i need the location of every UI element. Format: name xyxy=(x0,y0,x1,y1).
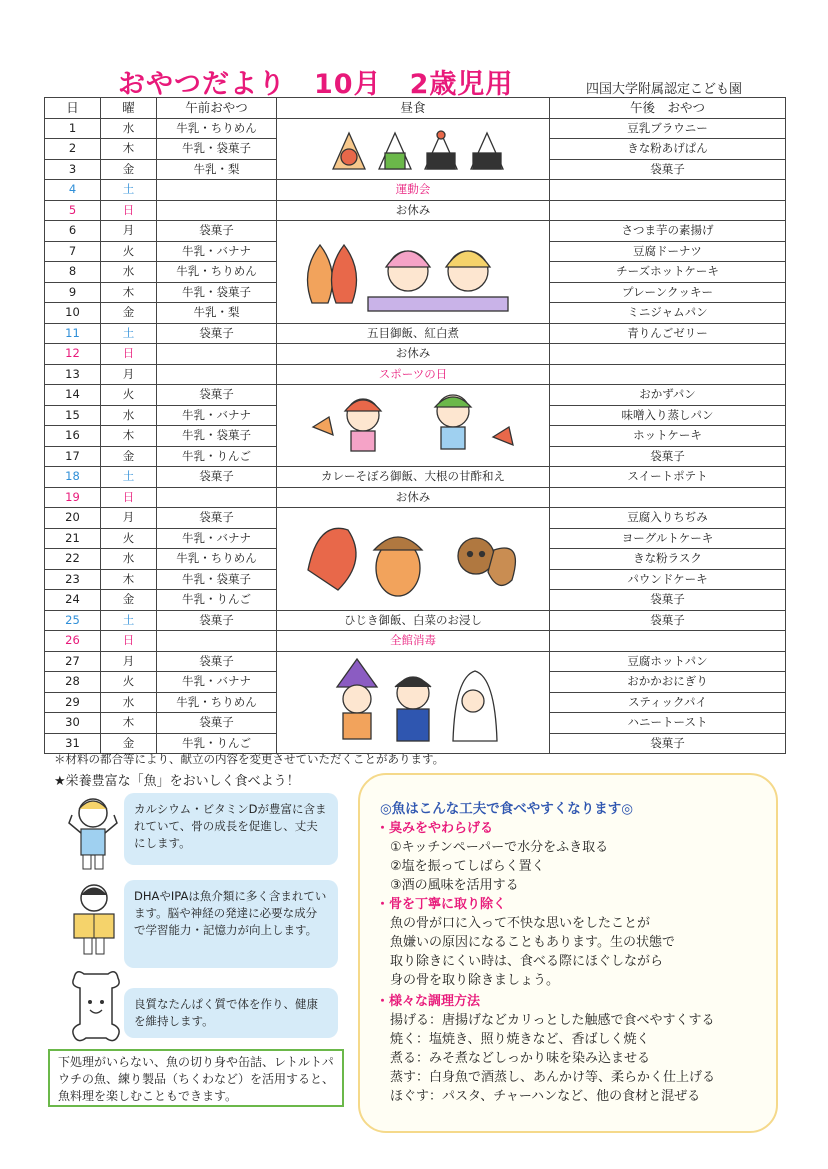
afternoon-snack-cell xyxy=(550,631,786,652)
morning-snack-cell: 牛乳・袋菓子 xyxy=(157,282,277,303)
table-row xyxy=(45,118,786,139)
morning-snack-cell: 牛乳・袋菓子 xyxy=(157,139,277,160)
day-cell: 16 xyxy=(45,426,101,447)
fish-tips-line: 焼く：塩焼き、照り焼きなど、香ばしく焼く xyxy=(390,1032,650,1047)
onigiri-illustration xyxy=(313,123,513,175)
lunch-cell: 運動会 xyxy=(277,180,550,201)
afternoon-snack-cell xyxy=(550,364,786,385)
day-cell: 7 xyxy=(45,241,101,262)
nutrition-bubble-calcium: カルシウム・ビタミンDが豊富に含まれていて、骨の成長を促進し、丈夫にします。 xyxy=(124,793,338,865)
weekday-cell: 月 xyxy=(101,364,157,385)
fish-tips-line: 魚嫌いの原因になることもあります。生の状態で xyxy=(390,935,675,950)
afternoon-snack-cell: 豆乳ブラウニー xyxy=(550,118,786,139)
morning-snack-cell: 袋菓子 xyxy=(157,610,277,631)
morning-snack-cell: 袋菓子 xyxy=(157,651,277,672)
lunch-cell: ひじき御飯、白菜のお浸し xyxy=(277,610,550,631)
fish-tips-line: ③酒の風味を活用する xyxy=(390,878,519,893)
weekday-cell: 水 xyxy=(101,692,157,713)
sports-kids-illustration xyxy=(303,387,523,465)
afternoon-snack-cell: おかかおにぎり xyxy=(550,672,786,693)
table-row xyxy=(45,631,786,652)
day-cell: 21 xyxy=(45,528,101,549)
morning-snack-cell: 牛乳・ちりめん xyxy=(157,262,277,283)
day-cell: 24 xyxy=(45,590,101,611)
day-cell: 19 xyxy=(45,487,101,508)
morning-snack-cell xyxy=(157,200,277,221)
afternoon-snack-cell: 袋菓子 xyxy=(550,446,786,467)
day-cell: 17 xyxy=(45,446,101,467)
autumn-kids-illustration-cell xyxy=(277,221,550,324)
afternoon-snack-cell: ヨーグルトケーキ xyxy=(550,528,786,549)
table-row xyxy=(45,487,786,508)
weekday-cell: 水 xyxy=(101,405,157,426)
morning-snack-cell: 牛乳・りんご xyxy=(157,446,277,467)
fish-tips-line: 取り除きにくい時は、食べる際にほぐしながら xyxy=(390,954,664,969)
weekday-cell: 木 xyxy=(101,282,157,303)
fish-tips-heading-bones: ・骨を丁寧に取り除く xyxy=(376,897,507,912)
table-row xyxy=(45,467,786,488)
weekday-cell: 土 xyxy=(101,610,157,631)
afternoon-snack-cell: きな粉あげぱん xyxy=(550,139,786,160)
weekday-cell: 日 xyxy=(101,344,157,365)
morning-snack-cell: 牛乳・バナナ xyxy=(157,528,277,549)
fish-tips-box xyxy=(358,773,778,1133)
fish-usage-tip: 下処理がいらない、魚の切り身や缶詰、レトルトパウチの魚、練り製品（ちくわなど）を活用すると、魚料理を楽しむこともできます。 xyxy=(48,1049,344,1107)
morning-snack-cell: 袋菓子 xyxy=(157,323,277,344)
table-row xyxy=(45,221,786,242)
day-cell: 26 xyxy=(45,631,101,652)
morning-snack-cell: 牛乳・梨 xyxy=(157,303,277,324)
weekday-cell: 月 xyxy=(101,221,157,242)
weekday-cell: 木 xyxy=(101,713,157,734)
weekday-cell: 月 xyxy=(101,651,157,672)
morning-snack-cell: 牛乳・ちりめん xyxy=(157,118,277,139)
afternoon-snack-cell: 豆腐ドーナツ xyxy=(550,241,786,262)
afternoon-snack-cell: パウンドケーキ xyxy=(550,569,786,590)
day-cell: 15 xyxy=(45,405,101,426)
autumn-kids-illustration xyxy=(298,227,528,317)
nutrition-bubble-protein: 良質なたんぱく質で体を作り、健康を維持します。 xyxy=(124,988,338,1038)
acorn-squirrel-illustration-cell xyxy=(277,508,550,611)
col-header-morning: 午前おやつ xyxy=(157,98,277,119)
weekday-cell: 水 xyxy=(101,262,157,283)
weekday-cell: 木 xyxy=(101,426,157,447)
weekday-cell: 木 xyxy=(101,569,157,590)
day-cell: 14 xyxy=(45,385,101,406)
day-cell: 30 xyxy=(45,713,101,734)
onigiri-illustration-cell xyxy=(277,118,550,180)
afternoon-snack-cell: チーズホットケーキ xyxy=(550,262,786,283)
day-cell: 29 xyxy=(45,692,101,713)
afternoon-snack-cell: 袋菓子 xyxy=(550,610,786,631)
afternoon-snack-cell xyxy=(550,487,786,508)
col-header-weekday: 曜 xyxy=(101,98,157,119)
afternoon-snack-cell xyxy=(550,344,786,365)
afternoon-snack-cell: ミニジャムパン xyxy=(550,303,786,324)
morning-snack-cell: 袋菓子 xyxy=(157,713,277,734)
weekday-cell: 火 xyxy=(101,672,157,693)
day-cell: 11 xyxy=(45,323,101,344)
table-row xyxy=(45,508,786,529)
lunch-cell: お休み xyxy=(277,200,550,221)
morning-snack-cell: 袋菓子 xyxy=(157,508,277,529)
morning-snack-cell: 牛乳・バナナ xyxy=(157,241,277,262)
kid-flexing-illustration xyxy=(64,793,122,871)
table-row xyxy=(45,364,786,385)
weekday-cell: 火 xyxy=(101,385,157,406)
day-cell: 8 xyxy=(45,262,101,283)
day-cell: 1 xyxy=(45,118,101,139)
morning-snack-cell: 牛乳・バナナ xyxy=(157,405,277,426)
fish-heading: ★栄養豊富な「魚」をおいしく食べよう！ xyxy=(54,774,300,789)
afternoon-snack-cell: ハニートースト xyxy=(550,713,786,734)
weekday-cell: 月 xyxy=(101,508,157,529)
lunch-cell: お休み xyxy=(277,487,550,508)
afternoon-snack-cell: ホットケーキ xyxy=(550,426,786,447)
day-cell: 6 xyxy=(45,221,101,242)
day-cell: 18 xyxy=(45,467,101,488)
fish-tips-line: 揚げる：唐揚げなどカリっとした触感で食べやすくする xyxy=(390,1013,715,1028)
weekday-cell: 金 xyxy=(101,159,157,180)
fish-tips-line: ②塩を振ってしばらく置く xyxy=(390,859,545,874)
menu-change-note: ＊材料の都合等により、献立の内容を変更させていただくことがあります。 xyxy=(54,752,445,766)
school-name: 四国大学附属認定こども園 xyxy=(586,82,743,97)
day-cell: 31 xyxy=(45,733,101,754)
table-row xyxy=(45,180,786,201)
afternoon-snack-cell: プレーンクッキー xyxy=(550,282,786,303)
kid-reading-illustration xyxy=(66,880,122,958)
morning-snack-cell: 牛乳・りんご xyxy=(157,733,277,754)
afternoon-snack-cell: おかずパン xyxy=(550,385,786,406)
morning-snack-cell: 牛乳・りんご xyxy=(157,590,277,611)
weekday-cell: 木 xyxy=(101,139,157,160)
weekday-cell: 土 xyxy=(101,180,157,201)
fish-tips-line: 煮る：みそ煮などしっかり味を染み込ませる xyxy=(390,1051,651,1066)
afternoon-snack-cell: きな粉ラスク xyxy=(550,549,786,570)
col-header-day: 日 xyxy=(45,98,101,119)
afternoon-snack-cell: 豆腐ホットパン xyxy=(550,651,786,672)
morning-snack-cell xyxy=(157,344,277,365)
morning-snack-cell: 袋菓子 xyxy=(157,467,277,488)
afternoon-snack-cell: さつま芋の素揚げ xyxy=(550,221,786,242)
fish-tips-heading-smell: ・臭みをやわらげる xyxy=(376,821,494,836)
acorn-squirrel-illustration xyxy=(298,510,528,608)
afternoon-snack-cell xyxy=(550,200,786,221)
morning-snack-cell xyxy=(157,364,277,385)
day-cell: 9 xyxy=(45,282,101,303)
table-header-row xyxy=(45,98,786,119)
weekday-cell: 水 xyxy=(101,118,157,139)
afternoon-snack-cell xyxy=(550,180,786,201)
table-row xyxy=(45,610,786,631)
lunch-cell: お休み xyxy=(277,344,550,365)
col-header-afternoon: 午後 おやつ xyxy=(550,98,786,119)
lunch-cell: 五目御飯、紅白煮 xyxy=(277,323,550,344)
day-cell: 4 xyxy=(45,180,101,201)
morning-snack-cell: 牛乳・梨 xyxy=(157,159,277,180)
table-row xyxy=(45,323,786,344)
morning-snack-cell xyxy=(157,180,277,201)
day-cell: 13 xyxy=(45,364,101,385)
afternoon-snack-cell: 袋菓子 xyxy=(550,159,786,180)
afternoon-snack-cell: 味噌入り蒸しパン xyxy=(550,405,786,426)
weekday-cell: 金 xyxy=(101,303,157,324)
fish-tips-line: 蒸す：白身魚で酒蒸し、あんかけ等、柔らかく仕上げる xyxy=(390,1070,716,1085)
nutrition-bubble-dha: DHAやIPAは魚介類に多く含まれています。脳や神経の発達に必要な成分で学習能力・記憶力が向上します。 xyxy=(124,880,338,968)
morning-snack-cell xyxy=(157,631,277,652)
weekday-cell: 日 xyxy=(101,487,157,508)
morning-snack-cell: 牛乳・袋菓子 xyxy=(157,569,277,590)
weekday-cell: 火 xyxy=(101,241,157,262)
afternoon-snack-cell: 袋菓子 xyxy=(550,733,786,754)
col-header-lunch: 昼食 xyxy=(277,98,550,119)
day-cell: 27 xyxy=(45,651,101,672)
day-cell: 5 xyxy=(45,200,101,221)
morning-snack-cell: 牛乳・バナナ xyxy=(157,672,277,693)
afternoon-snack-cell: 青りんごゼリー xyxy=(550,323,786,344)
weekday-cell: 土 xyxy=(101,467,157,488)
weekday-cell: 金 xyxy=(101,590,157,611)
morning-snack-cell: 牛乳・ちりめん xyxy=(157,692,277,713)
morning-snack-cell: 袋菓子 xyxy=(157,221,277,242)
page-title: おやつだより 10月 2歳児用 xyxy=(118,69,514,100)
fish-tips-line: 身の骨を取り除きましょう。 xyxy=(390,973,560,988)
table-row xyxy=(45,385,786,406)
lunch-cell: 全館消毒 xyxy=(277,631,550,652)
day-cell: 3 xyxy=(45,159,101,180)
sports-kids-illustration-cell xyxy=(277,385,550,467)
day-cell: 12 xyxy=(45,344,101,365)
fish-tips-heading-cooking: ・様々な調理方法 xyxy=(376,994,481,1009)
fish-tips-title: ◎魚はこんな工夫で食べやすくなります◎ xyxy=(380,801,634,817)
day-cell: 25 xyxy=(45,610,101,631)
table-row xyxy=(45,344,786,365)
day-cell: 22 xyxy=(45,549,101,570)
afternoon-snack-cell: スティックパイ xyxy=(550,692,786,713)
snack-menu-table xyxy=(44,97,786,754)
morning-snack-cell: 袋菓子 xyxy=(157,385,277,406)
day-cell: 23 xyxy=(45,569,101,590)
weekday-cell: 日 xyxy=(101,631,157,652)
weekday-cell: 火 xyxy=(101,528,157,549)
day-cell: 20 xyxy=(45,508,101,529)
lunch-cell: カレーそぼろ御飯、大根の甘酢和え xyxy=(277,467,550,488)
halloween-kids-illustration xyxy=(313,657,513,747)
morning-snack-cell xyxy=(157,487,277,508)
weekday-cell: 金 xyxy=(101,733,157,754)
day-cell: 10 xyxy=(45,303,101,324)
lunch-cell: スポーツの日 xyxy=(277,364,550,385)
afternoon-snack-cell: スイートポテト xyxy=(550,467,786,488)
fish-tips-line: ほぐす：パスタ、チャーハンなど、他の食材と混ぜる xyxy=(390,1089,701,1104)
day-cell: 2 xyxy=(45,139,101,160)
afternoon-snack-cell: 袋菓子 xyxy=(550,590,786,611)
fish-tips-line: 魚の骨が口に入って不快な思いをしたことが xyxy=(390,916,651,931)
morning-snack-cell: 牛乳・ちりめん xyxy=(157,549,277,570)
afternoon-snack-cell: 豆腐入りちぢみ xyxy=(550,508,786,529)
bone-character-illustration xyxy=(66,966,126,1046)
weekday-cell: 金 xyxy=(101,446,157,467)
day-cell: 28 xyxy=(45,672,101,693)
weekday-cell: 水 xyxy=(101,549,157,570)
halloween-kids-illustration-cell xyxy=(277,651,550,754)
table-row xyxy=(45,651,786,672)
weekday-cell: 土 xyxy=(101,323,157,344)
weekday-cell: 日 xyxy=(101,200,157,221)
table-row xyxy=(45,200,786,221)
morning-snack-cell: 牛乳・袋菓子 xyxy=(157,426,277,447)
fish-tips-line: ①キッチンペーパーで水分をふき取る xyxy=(390,840,609,855)
